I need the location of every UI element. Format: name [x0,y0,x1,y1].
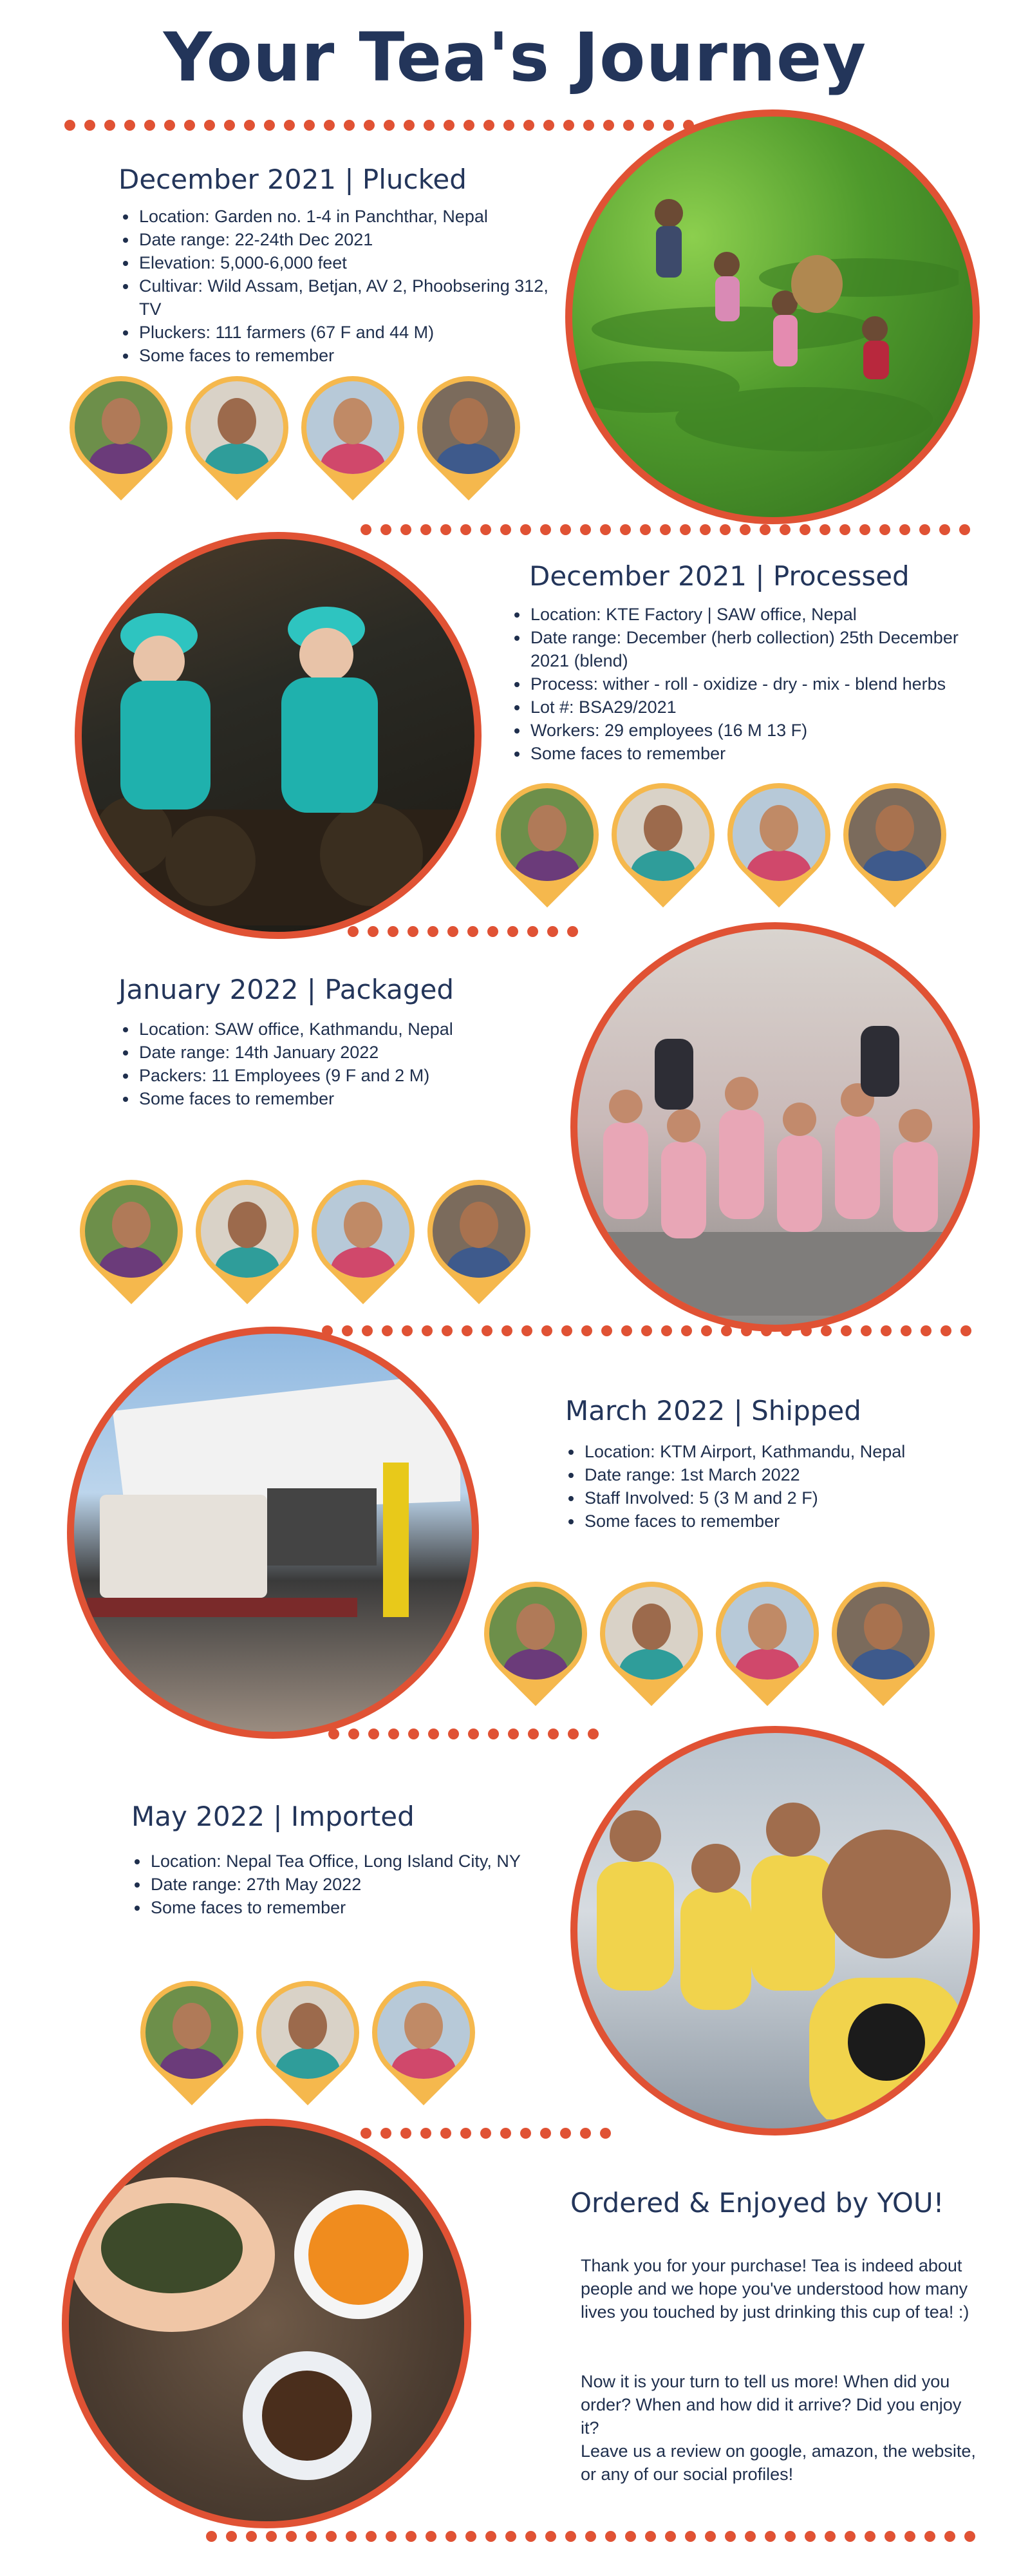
divider-dot [284,120,295,131]
divider-dot [368,1728,379,1739]
divider-dot [445,2531,456,2542]
section-heading-shipped: March 2022 | Shipped [565,1395,861,1426]
divider-dot [819,524,830,535]
divider-dot [560,524,571,535]
avatar [721,1587,814,1680]
section-heading-plucked: December 2021 | Plucked [118,164,467,195]
face-pin-avatar [256,1981,359,2107]
fact-item: • Location: SAW office, Kathmandu, Nepal [138,1018,572,1041]
divider-dot [520,524,531,535]
avatar [75,381,167,474]
divider-dot [661,1325,672,1336]
fact-item: • Location: KTM Airport, Kathmandu, Nepal [583,1440,991,1463]
divider-dot [901,1325,912,1336]
divider-dot [700,524,711,535]
divider-dot [505,2531,516,2542]
dotted-divider [348,926,592,939]
divider-dot [567,926,578,937]
divider-dot [500,524,511,535]
divider-dot [360,524,371,535]
face-pin-avatar [727,783,830,909]
face-pin-avatar [832,1582,935,1708]
divider-dot [525,2531,536,2542]
avatar [317,1185,409,1278]
faces-row-imported [140,1981,488,2107]
divider-dot [601,1325,612,1336]
avatar [433,1185,525,1278]
avatar [605,1587,698,1680]
faces-row-plucked [70,376,533,502]
face-pin-avatar [196,1180,299,1306]
divider-dot [904,2531,915,2542]
page-title: Your Tea's Journey [163,18,867,97]
divider-dot [264,120,275,131]
divider-dot [460,2128,471,2139]
divider-dot [428,1728,439,1739]
divider-dot [545,2531,556,2542]
fact-item: • Some faces to remember [529,742,989,765]
face-pin-avatar [612,783,715,909]
divider-dot [645,2531,656,2542]
dotted-divider [328,1728,599,1741]
fact-item: • Process: wither - roll - oxidize - dry - mix - blend herbs [529,672,989,696]
divider-dot [865,2531,876,2542]
divider-dot [84,120,95,131]
tea-cups-photo [62,2119,471,2528]
divider-dot [520,2128,531,2139]
divider-dot [326,2531,337,2542]
divider-dot [400,524,411,535]
divider-dot [204,120,215,131]
divider-dot [507,926,518,937]
divider-dot [482,1325,492,1336]
divider-dot [600,2128,611,2139]
face-pin-avatar [372,1981,475,2107]
divider-dot [348,926,359,937]
face-pin-avatar [70,376,173,502]
divider-dot [540,524,551,535]
divider-dot [328,1728,339,1739]
section-heading-processed: December 2021 | Processed [529,560,910,592]
fact-item: • Date range: 1st March 2022 [583,1463,991,1486]
fact-item: • Some faces to remember [583,1510,991,1533]
divider-dot [881,1325,892,1336]
divider-dot [765,2531,776,2542]
divider-dot [780,524,791,535]
fact-item: • Elevation: 5,000-6,000 feet [138,251,572,274]
avatar [85,1185,178,1278]
divider-dot [879,524,890,535]
facts-list-plucked [121,205,572,367]
divider-dot [206,2531,217,2542]
face-pin-avatar [140,1981,243,2107]
divider-dot [480,2128,491,2139]
cargo-illustration [74,1334,460,1720]
fact-item: • Some faces to remember [149,1896,532,1919]
fact-item: • Some faces to remember [138,344,572,367]
divider-dot [825,2531,836,2542]
divider-dot [364,120,375,131]
fact-item: • Date range: December (herb collection) 25th December 2021 (blend) [529,626,989,672]
fact-item: • Workers: 29 employees (16 M 13 F) [529,719,989,742]
divider-dot [467,926,478,937]
divider-dot [447,926,458,937]
divider-dot [444,120,454,131]
avatar [377,1986,470,2079]
dotted-divider [206,2531,979,2544]
section-heading-enjoyed: Ordered & Enjoyed by YOU! [570,2187,944,2219]
faces-row-packaged [80,1180,543,1306]
divider-dot [521,1325,532,1336]
divider-dot [64,120,75,131]
divider-dot [224,120,235,131]
divider-dot [741,1325,752,1336]
divider-dot [304,120,315,131]
packers-illustration [577,929,964,1316]
divider-dot [144,120,155,131]
divider-dot [464,120,474,131]
divider-dot [761,1325,772,1336]
section-heading-imported: May 2022 | Imported [131,1801,415,1832]
face-pin-avatar [484,1582,587,1708]
divider-dot [944,2531,955,2542]
divider-dot [548,1728,559,1739]
divider-dot [500,2128,511,2139]
divider-dot [941,1325,951,1336]
avatar [191,381,283,474]
divider-dot [885,2531,895,2542]
divider-dot [721,1325,732,1336]
thank-you-paragraph: Thank you for your purchase! Tea is indeed about people and we hope you've understood how many lives you touched by just drinking this cup of tea! :) [581,2256,969,2322]
divider-dot [306,2531,317,2542]
divider-dot [801,1325,812,1336]
packers-group-photo [570,922,980,1332]
divider-dot [625,2531,636,2542]
faces-row-processed [496,783,959,909]
divider-dot [560,2128,571,2139]
divider-dot [859,524,870,535]
divider-dot [841,1325,852,1336]
factory-workers-photo [75,532,482,939]
tea-pluckers-photo [565,109,980,524]
fact-item: • Date range: 14th January 2022 [138,1041,572,1064]
divider-dot [960,1325,971,1336]
divider-dot [565,2531,576,2542]
divider-dot [939,524,950,535]
faces-row-shipped [484,1582,948,1708]
divider-dot [164,120,175,131]
divider-dot [640,524,651,535]
divider-dot [600,524,611,535]
divider-dot [585,2531,596,2542]
divider-dot [368,926,379,937]
fact-item: • Location: Nepal Tea Office, Long Island City, NY [149,1850,532,1873]
divider-dot [621,1325,632,1336]
divider-dot [124,120,135,131]
divider-dot [705,2531,716,2542]
divider-dot [468,1728,479,1739]
face-pin-avatar [716,1582,819,1708]
divider-dot [508,1728,519,1739]
divider-dot [720,524,731,535]
divider-dot [501,1325,512,1336]
avatar [306,381,399,474]
divider-dot [344,120,355,131]
face-pin-avatar [185,376,288,502]
divider-dot [427,926,438,937]
fact-item: • Date range: 22-24th Dec 2021 [138,228,572,251]
divider-dot [480,524,491,535]
avatar [617,788,709,881]
divider-dot [426,2531,436,2542]
divider-dot [348,1728,359,1739]
fact-item: • Location: KTE Factory | SAW office, Nepal [529,603,989,626]
divider-dot [244,120,255,131]
divider-dot [921,1325,932,1336]
facts-list-processed [512,603,989,765]
divider-dot [959,524,970,535]
divider-dot [580,524,591,535]
face-pin-avatar [843,783,946,909]
divider-dot [488,1728,499,1739]
divider-dot [266,2531,277,2542]
team-selfie-photo [570,1726,980,2136]
divider-dot [660,524,671,535]
facts-list-imported [133,1850,532,1919]
divider-dot [388,926,398,937]
divider-dot [543,120,554,131]
air-cargo-photo [67,1327,479,1739]
divider-dot [620,524,631,535]
divider-dot [665,2531,676,2542]
divider-dot [465,2531,476,2542]
divider-dot [528,1728,539,1739]
divider-dot [641,1325,652,1336]
divider-dot [286,2531,297,2542]
divider-dot [540,2128,551,2139]
avatar [837,1587,930,1680]
divider-dot [821,1325,832,1336]
divider-dot [581,1325,592,1336]
divider-dot [246,2531,257,2542]
divider-dot [408,1728,419,1739]
face-pin-avatar [417,376,520,502]
fact-item: • Pluckers: 111 farmers (67 F and 44 M) [138,321,572,344]
factory-illustration [82,539,468,925]
divider-dot [424,120,435,131]
divider-dot [324,120,335,131]
tea-cups-illustration [69,2126,455,2512]
selfie-illustration [577,1733,964,2119]
divider-dot [460,524,471,535]
fact-item: • Cultivar: Wild Assam, Betjan, AV 2, Phoobsering 312, TV [138,274,572,321]
divider-dot [388,1728,399,1739]
tea-field-illustration [572,117,959,503]
facts-list-shipped [566,1440,991,1533]
divider-dot [964,2531,975,2542]
face-pin-avatar [312,1180,415,1306]
dotted-divider [360,524,979,537]
divider-dot [448,1728,459,1739]
divider-dot [407,926,418,937]
divider-dot [800,524,810,535]
divider-dot [805,2531,816,2542]
divider-dot [483,120,494,131]
divider-dot [919,524,930,535]
divider-dot [226,2531,237,2542]
divider-dot [527,926,538,937]
divider-dot [346,2531,357,2542]
divider-dot [924,2531,935,2542]
divider-dot [420,524,431,535]
divider-dot [406,2531,417,2542]
fact-item: • Lot #: BSA29/2021 [529,696,989,719]
face-pin-avatar [301,376,404,502]
fact-item: • Date range: 27th May 2022 [149,1873,532,1896]
divider-dot [701,1325,712,1336]
divider-dot [541,1325,552,1336]
divider-dot [725,2531,736,2542]
avatar [145,1986,238,2079]
fact-item: • Staff Involved: 5 (3 M and 2 F) [583,1486,991,1510]
divider-dot [681,1325,692,1336]
avatar [422,381,515,474]
divider-dot [861,1325,872,1336]
avatar [201,1185,294,1278]
divider-dot [384,120,395,131]
review-request-paragraph: Now it is your turn to tell us more! When did you order? When and how did it arrive? Did you enjoy it? Leave us a review on google, amazon, the website, or any of our social profiles! [581,2372,976,2484]
face-pin-avatar [80,1180,183,1306]
divider-dot [745,2531,756,2542]
divider-dot [561,1325,572,1336]
divider-dot [680,524,691,535]
face-pin-avatar [600,1582,703,1708]
divider-dot [781,1325,792,1336]
divider-dot [485,2531,496,2542]
avatar [501,788,594,881]
fact-item: • Packers: 11 Employees (9 F and 2 M) [138,1064,572,1087]
divider-dot [523,120,534,131]
fact-item: • Some faces to remember [138,1087,572,1110]
divider-dot [547,926,558,937]
fact-item: • Location: Garden no. 1-4 in Panchthar, Nepal [138,205,572,228]
avatar [848,788,941,881]
divider-dot [685,2531,696,2542]
facts-list-packaged [121,1018,572,1110]
avatar [261,1986,354,2079]
avatar [489,1587,582,1680]
divider-dot [380,524,391,535]
divider-dot [404,120,415,131]
divider-dot [462,1325,473,1336]
divider-dot [440,524,451,535]
divider-dot [386,2531,397,2542]
divider-dot [785,2531,796,2542]
divider-dot [184,120,195,131]
divider-dot [487,926,498,937]
divider-dot [845,2531,856,2542]
divider-dot [503,120,514,131]
face-pin-avatar [496,783,599,909]
section-heading-packaged: January 2022 | Packaged [118,974,454,1005]
divider-dot [605,2531,616,2542]
divider-dot [580,2128,591,2139]
divider-dot [839,524,850,535]
divider-dot [760,524,771,535]
divider-dot [899,524,910,535]
divider-dot [366,2531,377,2542]
face-pin-avatar [427,1180,530,1306]
divider-dot [104,120,115,131]
divider-dot [740,524,751,535]
avatar [733,788,825,881]
